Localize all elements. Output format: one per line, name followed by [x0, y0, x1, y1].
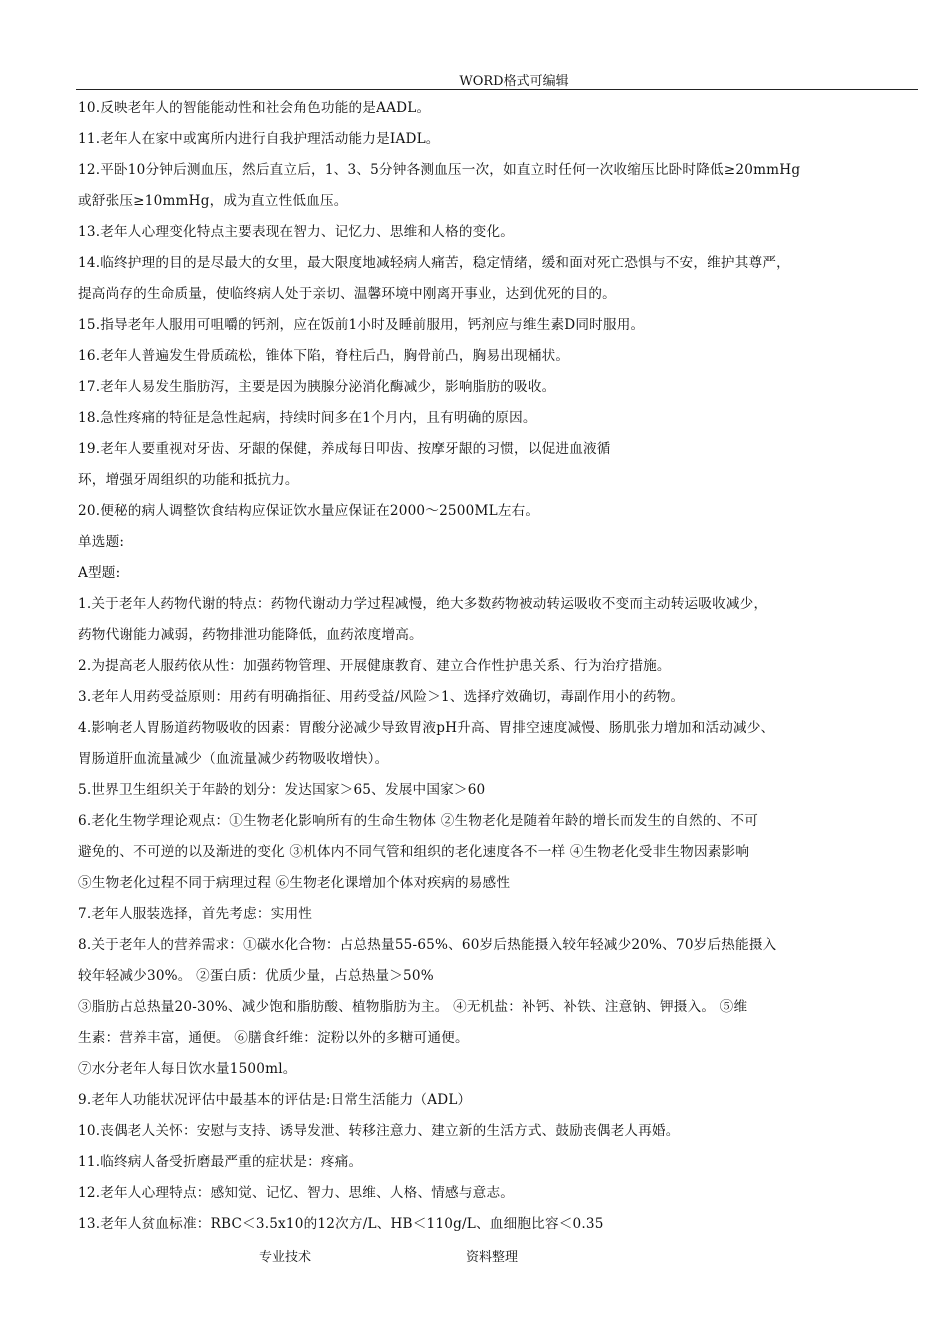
- paragraph-line: 20.便秘的病人调整饮食结构应保证饮水量应保证在2000～2500ML左右。: [78, 503, 540, 519]
- paragraph-line: 10.丧偶老人关怀：安慰与支持、诱导发泄、转移注意力、建立新的生活方式、鼓励丧偶老人再婚。: [78, 1123, 680, 1139]
- paragraph-line: 较年轻减少30%。 ②蛋白质：优质少量，占总热量＞50%: [78, 968, 434, 984]
- paragraph-line: 5.世界卫生组织关于年龄的划分：发达国家＞65、发展中国家＞60: [78, 782, 486, 798]
- paragraph-line: 16.老年人普遍发生骨质疏松，锥体下陷，脊柱后凸，胸骨前凸，胸易出现桶状。: [78, 348, 570, 364]
- paragraph-line: 4.影响老人胃肠道药物吸收的因素：胃酸分泌减少导致胃液pH升高、胃排空速度减慢、肠肌张力增加和活动减少、: [78, 720, 775, 736]
- paragraph-line: 8.关于老年人的营养需求：①碳水化合物：占总热量55-65%、60岁后热能摄入较年轻减少20%、70岁后热能摄入: [78, 937, 777, 953]
- paragraph-line: 11.老年人在家中或寓所内进行自我护理活动能力是IADL。: [78, 131, 440, 147]
- paragraph-line: 提高尚存的生命质量，使临终病人处于亲切、温馨环境中刚离开事业，达到优死的目的。: [78, 286, 616, 302]
- footer-right: 资料整理: [466, 1250, 519, 1265]
- paragraph-line: 11.临终病人备受折磨最严重的症状是：疼痛。: [78, 1154, 363, 1170]
- paragraph-line: 环，增强牙周组织的功能和抵抗力。: [78, 472, 299, 488]
- page-header: [0, 74, 950, 90]
- paragraph-line: 18.急性疼痛的特征是急性起病，持续时间多在1个月内，且有明确的原因。: [78, 410, 537, 426]
- paragraph-line: 19.老年人要重视对牙齿、牙龈的保健，养成每日叩齿、按摩牙龈的习惯，以促进血液循: [78, 441, 611, 457]
- paragraph-line: 避免的、不可逆的以及渐进的变化 ③机体内不同气管和组织的老化速度各不一样 ④生物老化受非生物因素影响: [78, 844, 750, 860]
- paragraph-line: 7.老年人服装选择，首先考虑：实用性: [78, 906, 313, 922]
- paragraph-line: 10.反映老年人的智能能动性和社会角色功能的是AADL。: [78, 100, 431, 116]
- paragraph-line: 1.关于老年人药物代谢的特点：药物代谢动力学过程减慢，绝大多数药物被动转运吸收不变而主动转运吸收减少，: [78, 596, 768, 612]
- paragraph-line: 生素：营养丰富，通便。 ⑥膳食纤维：淀粉以外的多糖可通便。: [78, 1030, 469, 1046]
- paragraph-line: 或舒张压≥10mmHg，成为直立性低血压。: [78, 193, 348, 209]
- footer-left: 专业技术: [259, 1250, 312, 1265]
- paragraph-line: ③脂肪占总热量20-30%、减少饱和脂肪酸、植物脂肪为主。 ④无机盐：补钙、补铁、注意钠、钾摄入。 ⑤维: [78, 999, 748, 1015]
- paragraph-line: 9.老年人功能状况评估中最基本的评估是:日常生活能力（ADL）: [78, 1092, 472, 1108]
- paragraph-line: 13.老年人心理变化特点主要表现在智力、记忆力、思维和人格的变化。: [78, 224, 515, 240]
- paragraph-line: ⑦水分老年人每日饮水量1500ml。: [78, 1061, 297, 1077]
- paragraph-line: ⑤生物老化过程不同于病理过程 ⑥生物老化课增加个体对疾病的易感性: [78, 875, 511, 891]
- paragraph-line: 单选题:: [78, 534, 125, 550]
- paragraph-line: 12.平卧10分钟后测血压，然后直立后，1、3、5分钟各测血压一次，如直立时任何一次收缩压比卧时降低≥20mmHg: [78, 162, 801, 178]
- paragraph-line: 15.指导老年人服用可咀嚼的钙剂，应在饭前1小时及睡前服用，钙剂应与维生素D同时服用。: [78, 317, 645, 333]
- paragraph-line: 3.老年人用药受益原则：用药有明确指征、用药受益/风险＞1、选择疗效确切，毒副作用小的药物。: [78, 689, 685, 705]
- paragraph-line: 胃肠道肝血流量减少（血流量减少药物吸收增快）。: [78, 751, 389, 767]
- paragraph-line: A型题:: [78, 565, 121, 581]
- paragraph-line: 17.老年人易发生脂肪泻，主要是因为胰腺分泌消化酶减少，影响脂肪的吸收。: [78, 379, 556, 395]
- document-body: [78, 93, 918, 1240]
- paragraph-line: 药物代谢能力减弱，药物排泄功能降低，血药浓度增高。: [78, 627, 423, 643]
- header-title: WORD格式可编辑: [459, 74, 569, 89]
- paragraph-line: 2.为提高老人服药依从性：加强药物管理、开展健康教育、建立合作性护患关系、行为治疗措施。: [78, 658, 671, 674]
- paragraph-line: 6.老化生物学理论观点：①生物老化影响所有的生命生物体 ②生物老化是随着年龄的增长而发生的自然的、不可: [78, 813, 758, 829]
- header-rule: [76, 89, 918, 90]
- paragraph-line: 12.老年人心理特点：感知觉、记忆、智力、思维、人格、情感与意志。: [78, 1185, 515, 1201]
- paragraph-line: 13.老年人贫血标准：RBC＜3.5x10的12次方/L、HB＜110g/L、血细胞比容＜0.35: [78, 1216, 604, 1232]
- paragraph-line: 14.临终护理的目的是尽最大的女里，最大限度地减轻病人痛苦，稳定情绪，缓和面对死亡恐惧与不安，维护其尊严，: [78, 255, 790, 271]
